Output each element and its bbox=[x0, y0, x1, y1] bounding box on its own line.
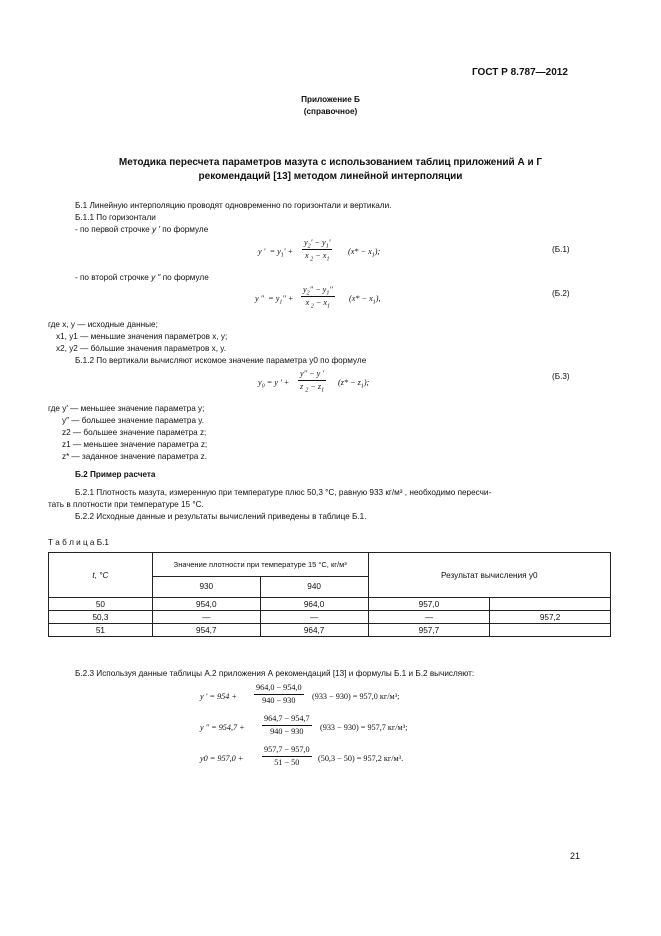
formula-b3-number: (Б.3) bbox=[552, 372, 570, 381]
legend-line4: z1 — меньшее значение параметра z; bbox=[62, 440, 208, 449]
table-row bbox=[49, 611, 611, 624]
cell bbox=[490, 624, 611, 637]
cell: 964,0 bbox=[260, 598, 368, 611]
calc-line1: y ′ = 954 + $\frac{964,0 - 954,0}{940 - 930}$ (933 − 930) = 957,0 кг/м³; bbox=[200, 683, 400, 705]
legend-line2: y″ — большее значение параметра y. bbox=[62, 416, 205, 425]
formula-b1-number: (Б.1) bbox=[552, 245, 570, 254]
cell: — bbox=[368, 611, 490, 624]
table-b1 bbox=[48, 552, 611, 637]
where-line1: где x, y — исходные данные; bbox=[48, 320, 158, 329]
para-b23: Б.2.3 Используя данные таблицы А.2 приложения А рекомендаций [13] и формулы Б.1 и Б.2 вычисляют: bbox=[75, 669, 475, 678]
section-b2-title: Б.2 Пример расчета bbox=[75, 470, 156, 479]
para-b1: Б.1 Линейную интерполяцию проводят одновременно по горизонтали и вертикали. bbox=[75, 201, 392, 210]
table-header-row bbox=[49, 553, 611, 577]
document-code: ГОСТ Р 8.787—2012 bbox=[472, 67, 568, 78]
table-row bbox=[49, 598, 611, 611]
cell: 957,0 bbox=[368, 598, 490, 611]
cell: 957,7 bbox=[368, 624, 490, 637]
main-title-line1: Методика пересчета параметров мазута с использованием таблиц приложений А и Г bbox=[118, 157, 543, 168]
para-b22: Б.2.2 Исходные данные и результаты вычислений приведены в таблице Б.1. bbox=[75, 512, 367, 521]
cell: 51 bbox=[49, 624, 153, 637]
para-b12: Б.1.2 По вертикали вычисляют искомое значение параметра y0 по формуле bbox=[75, 356, 367, 365]
cell: 954,7 bbox=[152, 624, 260, 637]
para-b21-a: Б.2.1 Плотность мазута, измеренную при температуре плюс 50,3 °С, равную 933 кг/м³ , необходимо пересчи- bbox=[75, 488, 492, 497]
legend-line5: z* — заданное значение параметра z. bbox=[62, 452, 207, 461]
where-line2: x1, y1 — меньшие значения параметров x, y; bbox=[56, 332, 228, 341]
cell bbox=[490, 598, 611, 611]
para-second-row: - по второй строчке y ″ по формуле bbox=[75, 273, 209, 282]
cell: 964,7 bbox=[260, 624, 368, 637]
para-first-row: - по первой строчке y ′ по формуле bbox=[75, 225, 209, 234]
cell: 50 bbox=[49, 598, 153, 611]
cell: 954,0 bbox=[152, 598, 260, 611]
appendix-title: Приложение Б bbox=[301, 95, 360, 104]
cell: 957,2 bbox=[490, 611, 611, 624]
cell: — bbox=[152, 611, 260, 624]
subheader-940: 940 bbox=[260, 576, 368, 597]
calc-line3: y0 = 957,0 + $\frac{957,7 - 957,0}{51 - 50}$ (50,3 − 50) = 957,2 кг/м³. bbox=[200, 745, 404, 767]
header-t: t, °C bbox=[49, 553, 153, 598]
para-b21-b: тать в плотности при температуре 15 °С. bbox=[48, 500, 204, 509]
calc-line2: y ″ = 954,7 + $\frac{964,7 - 954,7}{940 - 930}$ (933 − 930) = 957,7 кг/м³; bbox=[200, 714, 408, 736]
cell: 50,3 bbox=[49, 611, 153, 624]
para-b11: Б.1.1 По горизонтали bbox=[75, 213, 156, 222]
subheader-930: 930 bbox=[152, 576, 260, 597]
where-line3: x2, y2 — бóльшие значения параметров x, y. bbox=[56, 344, 226, 353]
table-caption: Т а б л и ц а Б.1 bbox=[48, 538, 109, 547]
legend-line1: где y′ — меньшее значение параметра y; bbox=[48, 404, 205, 413]
page-number: 21 bbox=[570, 851, 581, 861]
table-row bbox=[49, 624, 611, 637]
appendix-type: (справочное) bbox=[303, 107, 358, 116]
formula-b2-number: (Б.2) bbox=[552, 289, 570, 298]
header-density: Значение плотности при температуре 15 °С, кг/м³ bbox=[152, 553, 368, 577]
legend-line3: z2 — большее значение параметра z; bbox=[62, 428, 207, 437]
header-result: Результат вычисления y0 bbox=[368, 553, 610, 598]
main-title-line2: рекомендаций [13] методом линейной интерполяции bbox=[198, 171, 463, 182]
cell: — bbox=[260, 611, 368, 624]
